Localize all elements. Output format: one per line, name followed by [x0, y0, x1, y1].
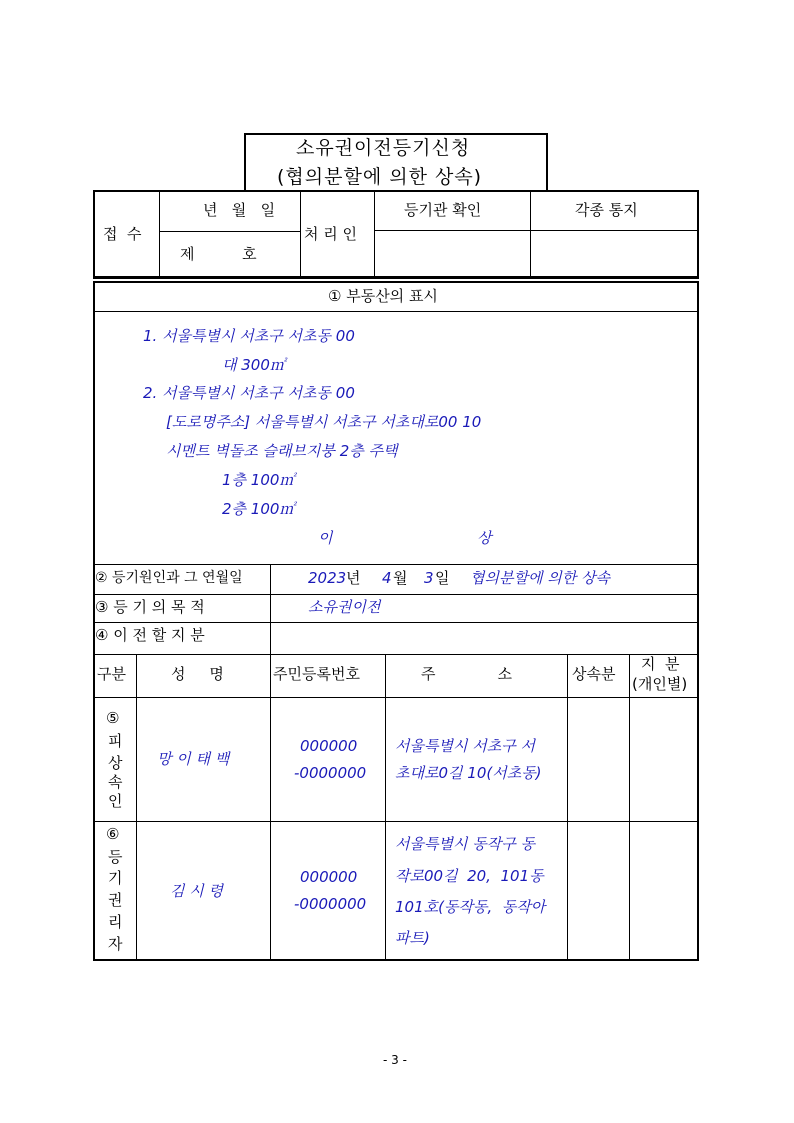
processor-label: 처 리 인 [304, 225, 358, 243]
claimant-rrn-1: 000000 [300, 868, 358, 886]
claimant-address-3: 101호(동작동, 동작아 [395, 898, 546, 916]
property-line-1: 1. 서울특별시 서초구 서초동 00 [143, 327, 355, 345]
claimant-type-0: ⑥ [106, 825, 120, 843]
claimant-rrn-2: -0000000 [294, 895, 367, 913]
decedent-name: 망 이 태 백 [157, 750, 230, 768]
decedent-type-2: 상 [108, 754, 123, 772]
cause-label: ② 등기원인과 그 연월일 [95, 570, 243, 586]
cause-year-unit: 년 [346, 569, 361, 587]
claimant-address-1: 서울특별시 동작구 동 [395, 835, 535, 853]
purpose-label: ③ 등 기 의 목 적 [95, 598, 205, 616]
title-line-2: (협의분할에 의한 상속) [277, 166, 483, 188]
col-address: 주 소 [421, 665, 512, 683]
claimant-type-2: 기 [108, 869, 123, 887]
decedent-address-2: 초대로0길 10(서초동) [395, 764, 542, 782]
col-share-1: 지 분 [641, 655, 680, 673]
registrar-confirm-label: 등기관 확인 [404, 201, 482, 219]
col-share-2: (개인별) [632, 675, 688, 693]
main-table [93, 281, 699, 961]
property-line-5: 시멘트 벽돌조 슬래브지붕 2층 주택 [166, 442, 398, 460]
col-name: 성 명 [171, 665, 224, 683]
cause-month-unit: 월 [393, 569, 408, 587]
notices-label: 각종 통지 [575, 201, 638, 219]
property-line-6: 1층 100㎡ [222, 471, 295, 489]
claimant-address-4: 파트) [395, 929, 430, 947]
property-header: ① 부동산의 표시 [328, 287, 438, 305]
claimant-type-1: 등 [108, 848, 123, 866]
property-line-7: 2층 100㎡ [222, 500, 295, 518]
number-label: 제 호 [180, 245, 257, 263]
date-label: 년 월 일 [203, 201, 276, 219]
cause-day: 3 [424, 569, 434, 587]
purpose-value: 소유권이전 [308, 598, 381, 616]
claimant-name: 김 시 령 [170, 882, 224, 900]
col-rrn: 주민등록번호 [273, 665, 360, 683]
cause-reason: 협의분할에 의한 상속 [470, 569, 610, 587]
share-label: ④ 이 전 할 지 분 [95, 626, 205, 644]
claimant-type-4: 리 [108, 913, 123, 931]
title-line-1: 소유권이전등기신청 [296, 137, 471, 159]
decedent-rrn-2: -0000000 [294, 764, 367, 782]
property-line-3: 2. 서울특별시 서초구 서초동 00 [143, 384, 355, 402]
decedent-type-4: 인 [108, 792, 123, 810]
claimant-type-5: 자 [108, 935, 123, 953]
property-line-2: 대 300㎡ [222, 356, 285, 374]
reception-label: 접 수 [103, 225, 142, 243]
claimant-address-2: 작로00길 20, 101동 [395, 867, 544, 885]
cause-day-unit: 일 [435, 569, 450, 587]
page-number: - 3 - [383, 1053, 407, 1067]
decedent-type-3: 속 [108, 773, 123, 791]
decedent-type-1: 피 [108, 732, 123, 750]
cause-year: 2023 [308, 569, 347, 587]
claimant-type-3: 권 [108, 891, 123, 909]
property-line-4: [도로명주소] 서울특별시 서초구 서초대로00 10 [166, 413, 482, 431]
property-end-2: 상 [477, 529, 492, 547]
decedent-type-0: ⑤ [106, 709, 120, 727]
col-inherit: 상속분 [572, 665, 616, 683]
col-type: 구분 [97, 665, 126, 683]
decedent-rrn-1: 000000 [300, 737, 358, 755]
cause-month: 4 [382, 569, 392, 587]
property-end-1: 이 [318, 529, 333, 547]
decedent-address-1: 서울특별시 서초구 서 [395, 737, 535, 755]
